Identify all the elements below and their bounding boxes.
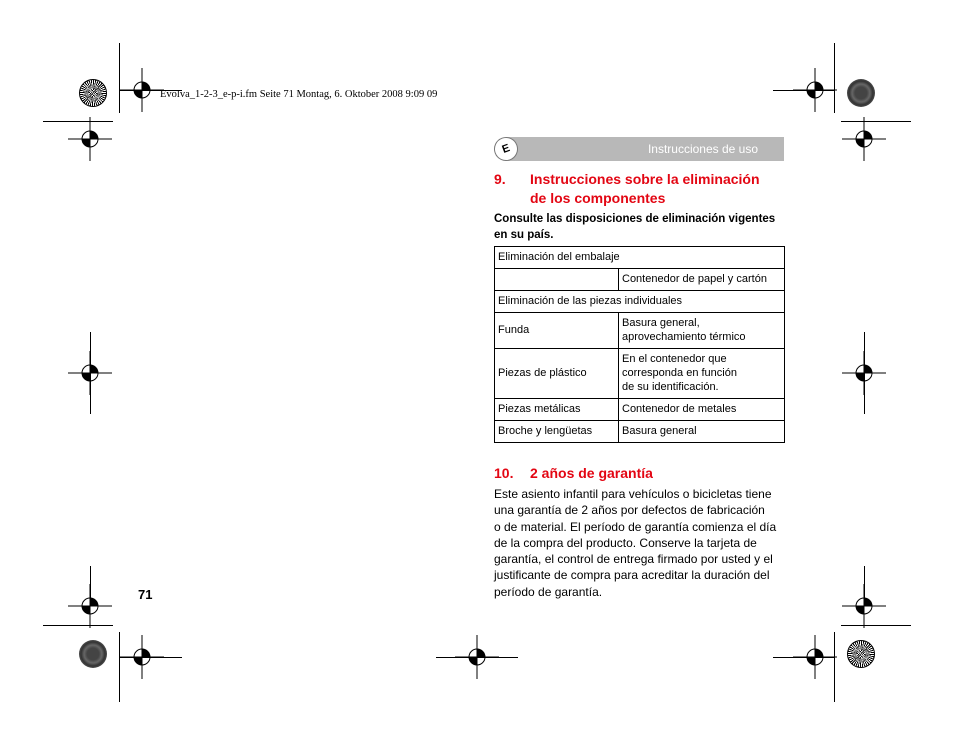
table-cell: Piezas de plástico — [495, 349, 619, 399]
table-row — [495, 291, 785, 313]
table-cell — [495, 269, 619, 291]
section-9-title-line1: Instrucciones sobre la eliminación — [530, 171, 760, 187]
table-row — [495, 313, 785, 349]
paragraph-line: garantía, el control de entrega firmado por usted y el — [494, 552, 773, 567]
crosshair-icon — [842, 117, 886, 161]
language-badge: E — [491, 134, 522, 165]
paragraph-line: período de garantía. — [494, 584, 603, 599]
cell-line: Basura general, — [622, 317, 700, 329]
paragraph-line: Este asiento infantil para vehículos o bicicletas tiene — [494, 487, 772, 501]
section-10-heading — [494, 464, 794, 483]
section-9-title-line2: de los componentes — [530, 190, 666, 206]
table-cell: Eliminación del embalaje — [495, 247, 785, 269]
warranty-paragraph — [494, 486, 786, 600]
table-cell: Contenedor de metales — [619, 399, 785, 421]
section-9-number: 9. — [494, 171, 506, 187]
table-cell: Piezas metálicas — [495, 399, 619, 421]
table-cell: Basura general — [619, 421, 785, 443]
section-9-intro: Consulte las disposiciones de eliminación vigentes en su país. — [494, 213, 776, 241]
table-row — [495, 399, 785, 421]
table-row — [495, 247, 785, 269]
file-info-header: Evolva_1-2-3_e-p-i.fm Seite 71 Montag, 6. Oktober 2008 9:09 09 — [160, 89, 438, 100]
table-cell: Contenedor de papel y cartón — [619, 269, 785, 291]
paragraph-line: de la compra del producto. Conserve la tarjeta de — [494, 535, 757, 550]
registration-rosette-icon — [79, 79, 107, 107]
table-cell — [619, 349, 785, 399]
table-cell: Broche y lengüetas — [495, 421, 619, 443]
section-bar — [494, 137, 784, 161]
table-row — [495, 269, 785, 291]
registration-rosette-icon — [847, 640, 875, 668]
table-cell — [619, 313, 785, 349]
paragraph-line: justificante de compra para acreditar la duración del — [494, 568, 770, 583]
table-row — [495, 349, 785, 399]
table-cell: Funda — [495, 313, 619, 349]
table-cell: Eliminación de las piezas individuales — [495, 291, 785, 313]
cell-line: de su identificación. — [622, 381, 719, 393]
section-bar-background — [506, 137, 784, 161]
registration-rosette-icon — [847, 79, 875, 107]
paragraph-line: una garantía de 2 años por defectos de fabricación — [494, 503, 765, 518]
paragraph-line: o de material. El período de garantía comienza el día — [494, 519, 777, 534]
cell-line: aprovechamiento térmico — [622, 331, 746, 343]
section-9-heading — [494, 170, 794, 208]
registration-rosette-icon — [79, 640, 107, 668]
cell-line: corresponda en función — [622, 367, 737, 379]
crosshair-icon — [68, 117, 112, 161]
section-10-title: 2 años de garantía — [530, 465, 653, 481]
section-bar-title: Instrucciones de uso — [647, 142, 758, 156]
section-10-number: 10. — [494, 465, 514, 481]
disposal-table — [494, 246, 785, 443]
table-row — [495, 421, 785, 443]
page-number: 71 — [138, 587, 153, 602]
cell-line: En el contenedor que — [622, 353, 727, 365]
